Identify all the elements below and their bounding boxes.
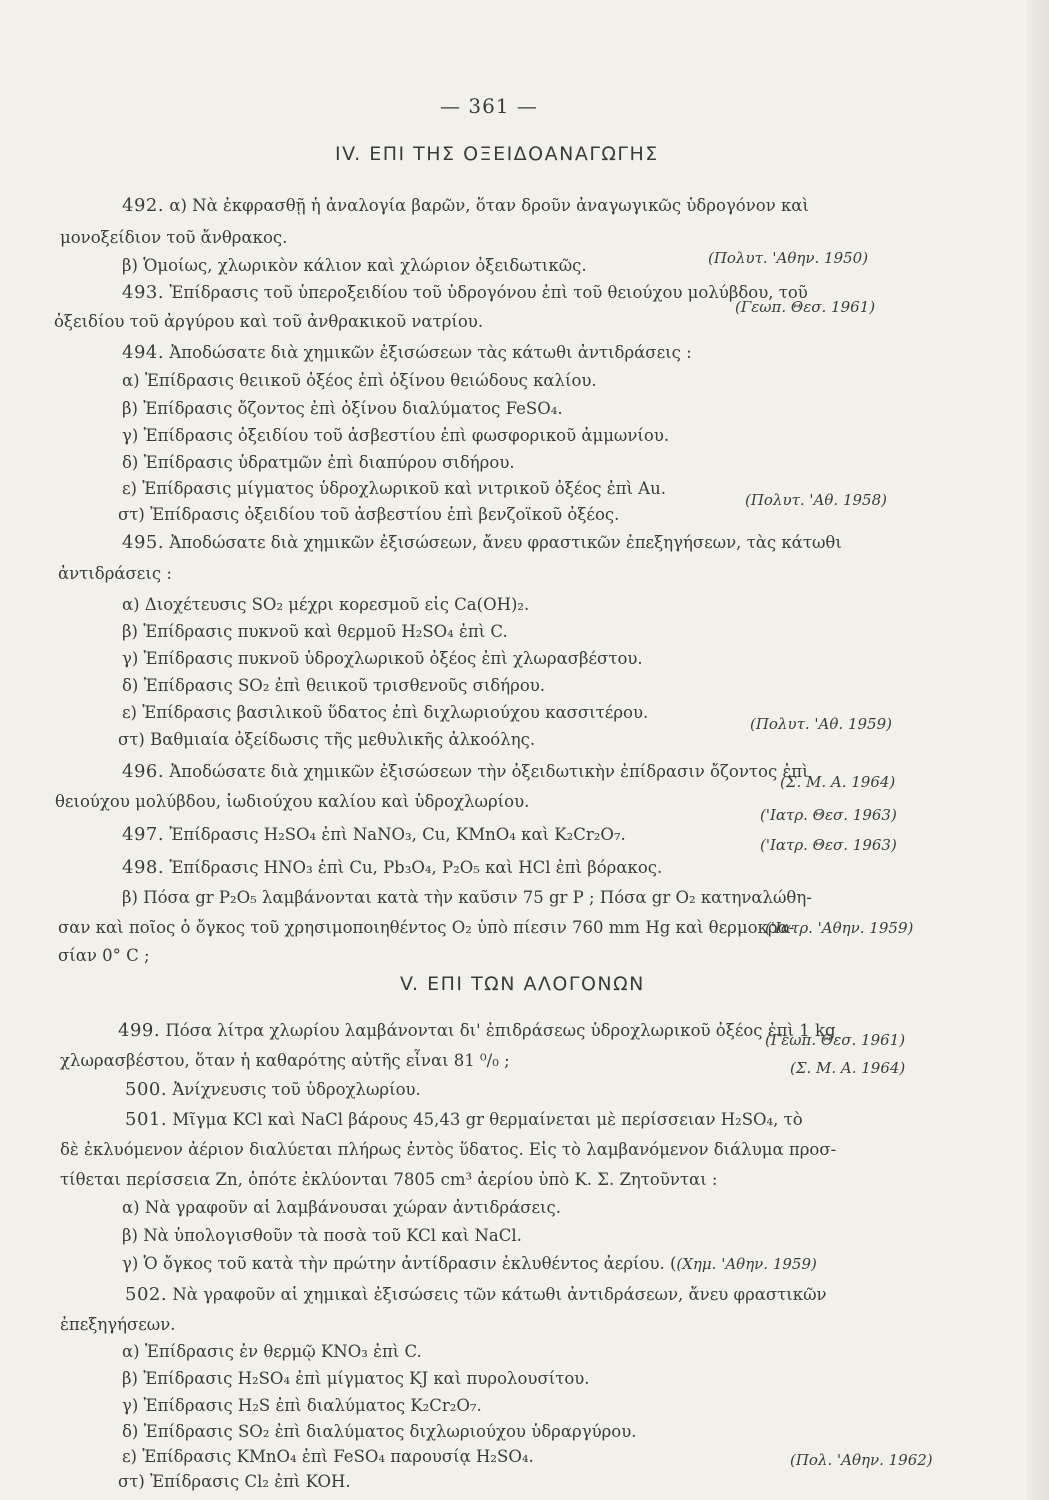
text-line: α) Διοχέτευσις SO₂ μέχρι κορεσμοῦ εἰς Ca(OH)₂. (122, 595, 530, 614)
page-edge (1027, 0, 1049, 1500)
text-line: 500. Ἀνίχνευσις τοῦ ὑδροχλωρίου. (125, 1079, 421, 1100)
exam-reference: ('Ιατρ. Θεσ. 1963) (760, 836, 897, 854)
page-number: — 361 — (440, 94, 538, 118)
text-line: γ) Ὁ ὄγκος τοῦ κατὰ τὴν πρώτην ἀντίδρασιν ἐκλυθέντος ἀερίου. ((Χημ. 'Αθην. 1959) (122, 1254, 817, 1273)
text-line: σίαν 0° C ; (58, 946, 150, 965)
text-line: δ) Ἐπίδρασις ὑδρατμῶν ἐπὶ διαπύρου σιδήρου. (122, 453, 515, 472)
exam-reference: (Πολυτ. 'Αθην. 1950) (708, 249, 869, 267)
text-line: θειούχου μολύβδου, ἰωδιούχου καλίου καὶ ὑδροχλωρίου. (55, 792, 530, 811)
exam-reference: (Σ. Μ. Α. 1964) (790, 1059, 906, 1077)
text-line: 494. Ἀποδώσατε διὰ χημικῶν ἐξισώσεων τὰς κάτωθι ἀντιδράσεις : (122, 342, 692, 363)
text-line: α) Νὰ γραφοῦν αἱ λαμβάνουσαι χώραν ἀντιδράσεις. (122, 1198, 562, 1217)
text-line: στ) Βαθμιαία ὀξείδωσις τῆς μεθυλικῆς ἀλκοόλης. (118, 730, 536, 749)
text-line: 496. Ἀποδώσατε διὰ χημικῶν ἐξισώσεων τὴν ὀξειδωτικὴν ἐπίδρασιν ὄζοντος ἐπὶ (122, 761, 809, 782)
text-line: β) Νὰ ὑπολογισθοῦν τὰ ποσὰ τοῦ KCl καὶ NaCl. (122, 1226, 522, 1245)
section-heading-halogens: V. ΕΠΙ ΤΩΝ ΑΛΟΓΟΝΩΝ (400, 973, 645, 995)
exam-reference: (Σ. Μ. Α. 1964) (780, 773, 896, 791)
section-heading-oxidoreduction: IV. ΕΠΙ ΤΗΣ ΟΞΕΙΔΟΑΝΑΓΩΓΗΣ (335, 143, 659, 165)
text-line: β) Ἐπίδρασις H₂SO₄ ἐπὶ μίγματος KJ καὶ πυρολουσίτου. (122, 1369, 590, 1388)
text-line: δ) Ἐπίδρασις SO₂ ἐπὶ διαλύματος διχλωριούχου ὑδραργύρου. (122, 1422, 637, 1441)
text-line: ἀντιδράσεις : (58, 564, 172, 583)
text-line: 493. Ἐπίδρασις τοῦ ὑπεροξειδίου τοῦ ὑδρογόνου ἐπὶ τοῦ θειούχου μολύβδου, τοῦ (122, 282, 808, 303)
exam-reference: ('Ιατρ. 'Αθην. 1959) (765, 919, 914, 937)
text-line: σαν καὶ ποῖος ὁ ὄγκος τοῦ χρησιμοποιηθέντος O₂ ὑπὸ πίεσιν 760 mm Hg καὶ θερμοκρα- (58, 918, 795, 937)
text-line: 498. Ἐπίδρασις HNO₃ ἐπὶ Cu, Pb₃O₄, P₂O₅ καὶ HCl ἐπὶ βόρακος. (122, 857, 663, 878)
text-line: στ) Ἐπίδρασις ὀξειδίου τοῦ ἀσβεστίου ἐπὶ βενζοϊκοῦ ὀξέος. (118, 505, 620, 524)
text-line: β) Ἐπίδρασις ὄζοντος ἐπὶ ὀξίνου διαλύματος FeSO₄. (122, 399, 563, 418)
text-line: ε) Ἐπίδρασις KMnO₄ ἐπὶ FeSO₄ παρουσίᾳ H₂SO₄. (122, 1447, 534, 1466)
text-line: 501. Μῖγμα KCl καὶ NaCl βάρους 45,43 gr θερμαίνεται μὲ περίσσειαν H₂SO₄, τὸ (125, 1109, 803, 1130)
text-line: 492. α) Νὰ ἐκφρασθῇ ἡ ἀναλογία βαρῶν, ὅταν δροῦν ἀναγωγικῶς ὑδρογόνον καὶ (122, 195, 809, 216)
text-line: β) Ὁμοίως, χλωρικὸν κάλιον καὶ χλώριον ὀξειδωτικῶς. (122, 256, 587, 275)
exam-reference: (Πολ. 'Αθην. 1962) (790, 1451, 933, 1469)
text-line: α) Ἐπίδρασις ἐν θερμῷ KNO₃ ἐπὶ C. (122, 1342, 422, 1361)
text-line: 497. Ἐπίδρασις H₂SO₄ ἐπὶ NaNO₃, Cu, KMnO₄ καὶ K₂Cr₂O₇. (122, 824, 626, 845)
text-line: γ) Ἐπίδρασις πυκνοῦ ὑδροχλωρικοῦ ὀξέος ἐπὶ χλωρασβέστου. (122, 649, 643, 668)
text-line: δὲ ἐκλυόμενον ἀέριον διαλύεται πλήρως ἐντὸς ὕδατος. Εἰς τὸ λαμβανόμενον διάλυμα προσ- (60, 1140, 837, 1159)
text-line: μονοξείδιον τοῦ ἄνθρακος. (60, 228, 288, 247)
text-line: γ) Ἐπίδρασις ὀξειδίου τοῦ ἀσβεστίου ἐπὶ φωσφορικοῦ ἀμμωνίου. (122, 426, 670, 445)
exam-reference: (Γεωπ. Θεσ. 1961) (765, 1031, 906, 1049)
text-line: δ) Ἐπίδρασις SO₂ ἐπὶ θειικοῦ τρισθενοῦς σιδήρου. (122, 676, 546, 695)
text-line: ὀξειδίου τοῦ ἀργύρου καὶ τοῦ ἀνθρακικοῦ νατρίου. (54, 312, 484, 331)
text-line: ε) Ἐπίδρασις μίγματος ὑδροχλωρικοῦ καὶ νιτρικοῦ ὀξέος ἐπὶ Au. (122, 479, 666, 498)
text-line: χλωρασβέστου, ὅταν ἡ καθαρότης αὐτῆς εἶναι 81 ⁰/₀ ; (60, 1051, 510, 1070)
exam-reference: (Πολυτ. 'Αθ. 1959) (750, 715, 892, 733)
text-line: ἐπεξηγήσεων. (60, 1315, 176, 1334)
text-line: 499. Πόσα λίτρα χλωρίου λαμβάνονται δι' ἐπιδράσεως ὑδροχλωρικοῦ ὀξέος ἐπὶ 1 kg (118, 1020, 836, 1041)
text-line: β) Ἐπίδρασις πυκνοῦ καὶ θερμοῦ H₂SO₄ ἐπὶ C. (122, 622, 508, 641)
text-line: 495. Ἀποδώσατε διὰ χημικῶν ἐξισώσεων, ἄνευ φραστικῶν ἐπεξηγήσεων, τὰς κάτωθι (122, 532, 842, 553)
text-line: γ) Ἐπίδρασις H₂S ἐπὶ διαλύματος K₂Cr₂O₇. (122, 1396, 482, 1415)
exam-reference: ('Ιατρ. Θεσ. 1963) (760, 806, 897, 824)
text-line: β) Πόσα gr P₂O₅ λαμβάνονται κατὰ τὴν καῦσιν 75 gr P ; Πόσα gr O₂ κατηναλώθη- (122, 888, 812, 907)
exam-reference: (Γεωπ. Θεσ. 1961) (735, 298, 876, 316)
text-line: α) Ἐπίδρασις θειικοῦ ὀξέος ἐπὶ ὀξίνου θειώδους καλίου. (122, 371, 597, 390)
text-line: στ) Ἐπίδρασις Cl₂ ἐπὶ KOH. (118, 1472, 351, 1491)
text-line: ε) Ἐπίδρασις βασιλικοῦ ὕδατος ἐπὶ διχλωριούχου κασσιτέρου. (122, 703, 649, 722)
text-line: 502. Νὰ γραφοῦν αἱ χημικαὶ ἐξισώσεις τῶν κάτωθι ἀντιδράσεων, ἄνευ φραστικῶν (125, 1284, 827, 1305)
text-line: τίθεται περίσσεια Zn, ὁπότε ἐκλύονται 7805 cm³ ἀερίου ὑπὸ Κ. Σ. Ζητοῦνται : (60, 1170, 718, 1189)
exam-reference: (Πολυτ. 'Αθ. 1958) (745, 491, 887, 509)
